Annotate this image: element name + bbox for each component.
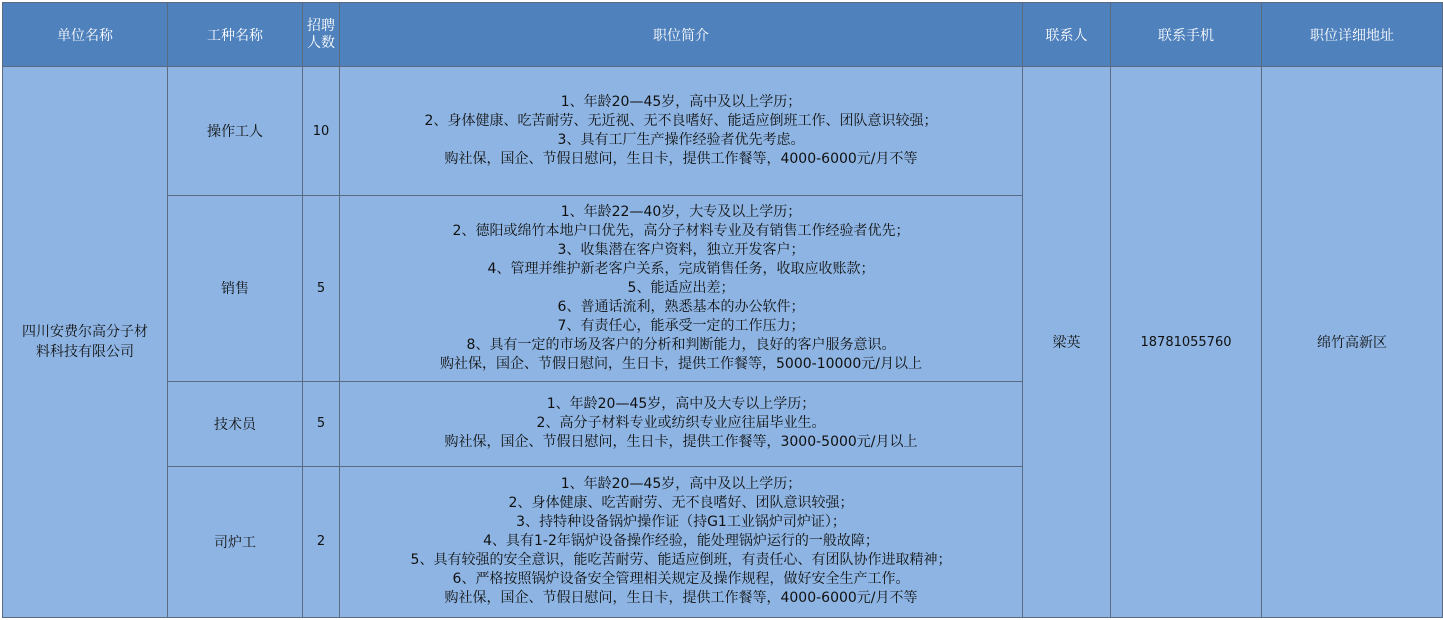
header-contact: 联系人 [1023, 3, 1111, 67]
job-title: 司炉工 [168, 466, 303, 617]
contact-name: 梁英 [1023, 67, 1111, 618]
job-description [340, 466, 1023, 617]
header-headcount-line2: 人数 [307, 34, 335, 51]
job-address: 绵竹高新区 [1262, 67, 1443, 618]
job-description [340, 381, 1023, 466]
job-headcount: 2 [303, 466, 340, 617]
header-phone: 联系手机 [1111, 3, 1262, 67]
header-headcount-line1: 招聘 [307, 17, 335, 34]
desc-line: 2、高分子材料专业或纺织专业应往届毕业生。 [536, 415, 826, 432]
desc-line: 5、具有较强的安全意识，能吃苦耐劳、能适应倒班，有责任心、有团队协作进取精神； [410, 552, 952, 569]
desc-line: 购社保，国企、节假日慰问，生日卡，提供工作餐等，5000-10000元/月以上 [440, 355, 922, 372]
job-description [340, 196, 1023, 381]
job-title: 操作工人 [168, 67, 303, 196]
desc-line: 1、年龄22—40岁，大专及以上学历； [560, 203, 802, 220]
desc-line: 1、年龄20—45岁，高中及以上学历； [560, 476, 802, 493]
header-description: 职位简介 [340, 3, 1023, 67]
desc-line: 6、普通话流利，熟悉基本的办公软件； [557, 298, 805, 315]
header-address: 职位详细地址 [1262, 3, 1443, 67]
job-description [340, 67, 1023, 196]
job-title: 销售 [168, 196, 303, 381]
contact-phone: 18781055760 [1111, 67, 1262, 618]
company-cell [3, 67, 168, 618]
job-title: 技术员 [168, 381, 303, 466]
header-company: 单位名称 [3, 3, 168, 67]
header-row [3, 3, 1443, 67]
desc-line: 2、身体健康、吃苦耐劳、无不良嗜好、团队意识较强； [508, 495, 854, 512]
desc-line: 3、收集潜在客户资料，独立开发客户； [557, 241, 805, 258]
desc-line: 4、管理并维护新老客户关系，完成销售任务，收取应收账款； [487, 260, 875, 277]
header-headcount [303, 3, 340, 67]
desc-line: 7、有责任心，能承受一定的工作压力； [557, 317, 805, 334]
desc-line: 8、具有一定的市场及客户的分析和判断能力，良好的客户服务意识。 [466, 336, 896, 353]
desc-line: 购社保，国企、节假日慰问，生日卡，提供工作餐等，3000-5000元/月以上 [444, 434, 918, 451]
desc-line: 1、年龄20—45岁，高中及以上学历； [560, 94, 802, 111]
desc-line: 6、严格按照锅炉设备安全管理相关规定及操作规程，做好安全生产工作。 [452, 571, 910, 588]
job-table [2, 2, 1443, 618]
desc-line: 2、德阳或绵竹本地户口优先，高分子材料专业及有销售工作经验者优先； [452, 222, 910, 239]
desc-line: 3、持特种设备锅炉操作证（持G1工业锅炉司炉证）； [516, 514, 846, 531]
company-name: 四川安费尔高分子材料科技有限公司 [22, 324, 148, 360]
header-job-type: 工种名称 [168, 3, 303, 67]
table-row [3, 67, 1443, 196]
desc-line: 4、具有1-2年锅炉设备操作经验，能处理锅炉运行的一般故障； [483, 533, 879, 550]
job-headcount: 5 [303, 196, 340, 381]
desc-line: 5、能适应出差； [627, 279, 735, 296]
desc-line: 购社保，国企、节假日慰问，生日卡，提供工作餐等，4000-6000元/月不等 [444, 151, 918, 168]
desc-line: 1、年龄20—45岁，高中及大专以上学历； [546, 396, 816, 413]
desc-line: 3、具有工厂生产操作经验者优先考虑。 [557, 132, 805, 149]
job-headcount: 10 [303, 67, 340, 196]
desc-line: 2、身体健康、吃苦耐劳、无近视、无不良嗜好、能适应倒班工作、团队意识较强； [424, 113, 938, 130]
desc-line: 购社保，国企、节假日慰问，生日卡，提供工作餐等，4000-6000元/月不等 [444, 590, 918, 607]
job-headcount: 5 [303, 381, 340, 466]
